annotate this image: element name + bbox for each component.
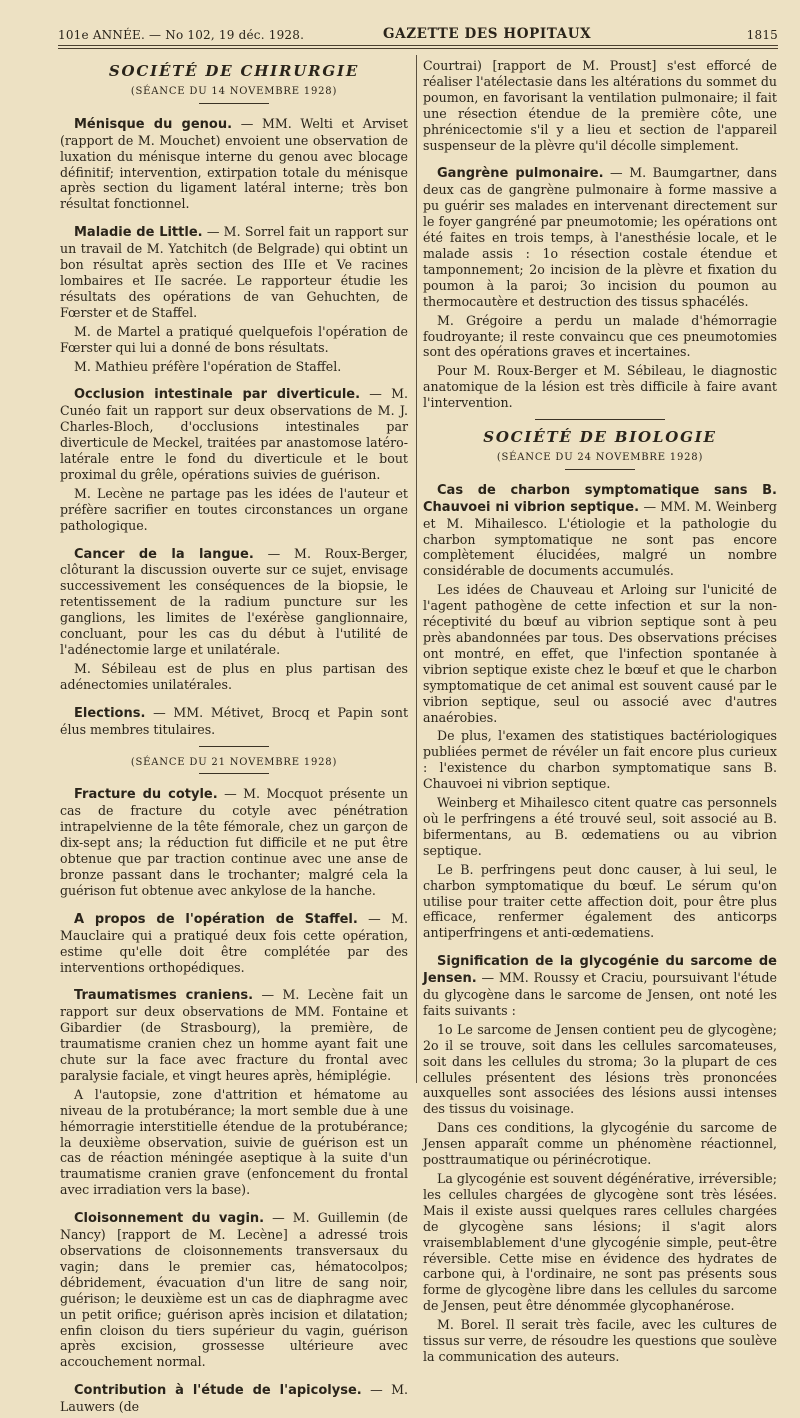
column-divider	[416, 55, 417, 1083]
society-title-biologie: SOCIÉTÉ DE BIOLOGIE	[483, 428, 717, 447]
paragraph: Cloisonnement du vagin. — M. Guillemin (de Nancy) [rapport de M. Lecène] a adressé trois observations de cloisonnements transversaux du vagin; dans le premier cas, hématocolpos; débridement, évacuation d'un litre de sang noir, guérison; le deuxième est un cas de diaphragme avec un petit orifice; guérison après incision et dilatation; enfin cloison du tiers supérieur du vagin, guérison après excision, grossesse ultérieure avec accouchement normal.	[60, 1210, 408, 1370]
article-heading: Elections.	[74, 705, 146, 721]
paragraph: Pour M. Roux-Berger et M. Sébileau, le diagnostic anatomique de la lésion est très difficile à faire avant l'intervention.	[423, 363, 777, 411]
paragraph: Gangrène pulmonaire. — M. Baumgartner, dans deux cas de gangrène pulmonaire à forme massive a pu guérir ses malades en intervenant directement sur le foyer gangréné par pneumotomie; les opérations ont été faites en trois temps, à l'anesthésie locale, et le malade assis : 1o résection costale étendue et tamponnement; 2o incision de la plèvre et fixation du poumon à la paroi; 3o incision du poumon au thermocautère et destruction des tissus sphacélés.	[423, 165, 777, 309]
paragraph: Occlusion intestinale par diverticule. — M. Cunéo fait un rapport sur deux observations de M. J. Charles-Bloch, d'occlusions intestinales par diverticule de Meckel, traitées par anastomose latéro-latérale entre le fond du diverticule et le bout proximal du grêle, opérations suivies de guérison.	[60, 386, 408, 482]
section-rule	[565, 469, 635, 470]
right-column	[423, 58, 777, 1368]
article-list	[60, 116, 408, 738]
society-title-chirurgie: SOCIÉTÉ DE CHIRURGIE	[108, 62, 360, 80]
section-rule	[199, 103, 269, 104]
article-heading: Contribution à l'étude de l'apicolyse.	[74, 1383, 362, 1399]
header-rule	[58, 45, 778, 46]
article-heading: Cancer de la langue.	[74, 546, 254, 562]
paragraph: Dans ces conditions, la glycogénie du sarcome de Jensen apparaît comme un phénomène réactionnel, posttraumatique ou périnécrotique.	[423, 1120, 777, 1168]
header-rule-double	[58, 48, 778, 49]
paragraph: M. Borel. Il serait très facile, avec les cultures de tissus sur verre, de résoudre les questions que soulève la communication des auteurs.	[423, 1317, 777, 1364]
article-heading: Traumatismes craniens.	[74, 988, 254, 1004]
paragraph: M. Lecène ne partage pas les idées de l'auteur et préfère sacrifier en toutes circonstances un organe pathologique.	[60, 485, 408, 533]
seance-date: (SÉANCE DU 14 NOVEMBRE 1928)	[130, 85, 338, 97]
paragraph: Elections. — MM. Métivet, Brocq et Papin sont élus membres titulaires.	[60, 704, 408, 737]
article-heading: Occlusion intestinale par diverticule.	[74, 387, 361, 403]
paragraph: Traumatismes craniens. — M. Lecène fait un rapport sur deux observations de MM. Fontaine et Gibardier (de Strasbourg), la première, de traumatisme cranien chez un homme ayant fait une chute sur la face avec fracture du frontal avec paralysie faciale, et vingt heures après, hémiplégie.	[60, 987, 408, 1083]
article-heading: Cloisonnement du vagin.	[74, 1211, 265, 1227]
article-list	[60, 786, 408, 1415]
paragraph: M. Sébileau est de plus en plus partisan des adénectomies unilatérales.	[60, 660, 408, 692]
section-rule	[535, 419, 665, 420]
paragraph: A l'autopsie, zone d'attrition et hématome au niveau de la protubérance; la mort semble due à une hémorragie interstitielle étendue de la protubérance; la deuxième observation, suivie de guérison est un cas de réaction méningée aseptique à la suite d'un traumatisme cranien grave (enfoncement du frontal avec irradiation vers la base).	[60, 1086, 408, 1198]
paragraph: Le B. perfringens peut donc causer, à lui seul, le charbon symptomatique du bœuf. Le sérum qu'on utilise pour traiter cette affection doit, pour être plus efficace, renfermer également des anticorps antiperfringens et anti-œdematiens.	[423, 861, 777, 941]
page-header	[58, 20, 778, 42]
seance-date: (SÉANCE DU 21 NOVEMBRE 1928)	[130, 756, 338, 768]
paragraph: Maladie de Little. — M. Sorrel fait un rapport sur un travail de M. Yatchitch (de Belgrade) qui obtint un bon résultat après section des IIIe et Ve racines lombaires et IIe sacrée. Le rapporteur étudie les résultats des opérations de van Gehuchten, de Fœrster et de Staffel.	[60, 224, 408, 320]
paragraph: M. de Martel a pratiqué quelquefois l'opération de Fœrster qui lui a donné de bons résultats.	[60, 323, 408, 355]
paragraph: Courtrai) [rapport de M. Proust] s'est efforcé de réaliser l'atélectasie dans les altérations du sommet du poumon, en favorisant la ventilation pulmonaire; il fait une résection étendue de la première côte, une phrénicectomie s'il y a lieu et section de l'appareil suspenseur de la plèvre qu'il décolle simplement.	[423, 58, 777, 153]
article-heading: Fracture du cotyle.	[74, 787, 218, 803]
paragraph: Contribution à l'étude de l'apicolyse. — M. Lauwers (de	[60, 1382, 408, 1415]
issue-info: 101e ANNÉE. — No 102, 19 déc. 1928.	[58, 28, 305, 42]
article-heading: Signification de la glycogénie du sarcome de Jensen.	[423, 954, 777, 987]
journal-title: GAZETTE DES HOPITAUX	[383, 26, 592, 42]
paragraph: A propos de l'opération de Staffel. — M. Mauclaire qui a pratiqué deux fois cette opération, estime qu'elle doit être complétée par des interventions orthopédiques.	[60, 910, 409, 975]
paragraph: 1o Le sarcome de Jensen contient peu de glycogène; 2o il se trouve, soit dans les cellules sarcomateuses, soit dans les cellules du stroma; 3o la plupart de ces cellules présentent des lésions très prononcées auxquelles sont associées des lésions aussi intenses des tissus du voisinage.	[423, 1021, 777, 1117]
section-rule	[199, 746, 269, 747]
section-rule	[199, 773, 269, 774]
paragraph: Ménisque du genou. — MM. Welti et Arviset (rapport de M. Mouchet) envoient une observation de luxation du ménisque interne du genou avec blocage définitif; intervention, extirpation totale du ménisque après section du ligament latéral interne; très bon résultat fonctionnel.	[60, 115, 408, 212]
paragraph: Weinberg et Mihailesco citent quatre cas personnels où le perfringens a été trouvé seul, soit associé au B. bifermentans, au B. œdematiens ou au vibrion septique.	[423, 795, 777, 858]
paragraph: Fracture du cotyle. — M. Mocquot présente un cas de fracture du cotyle avec pénétration intrapelvienne de la tête fémorale, chez un garçon de dix-sept ans; la réduction fut difficile et ne put être obtenue que par traction continue avec une anse de bronze passant dans le trochanter; malgré cela la guérison fut obtenue avec ankylose de la hanche.	[60, 786, 408, 898]
paragraph: Cas de charbon symptomatique sans B. Chauvoei ni vibrion septique. — MM. M. Weinberg et M. Mihailesco. L'étiologie et la pathologie du charbon symptomatique ne sont pas encore complètement élucidées, malgré un nombre considérable de documents accumulés.	[423, 482, 777, 579]
paragraph: M. Mathieu préfère l'opération de Staffel.	[74, 358, 342, 374]
article-heading: Maladie de Little.	[74, 225, 203, 241]
article-heading: Ménisque du genou.	[74, 116, 233, 132]
paragraph: Les idées de Chauveau et Arloing sur l'unicité de l'agent pathogène de cette infection et sur la non-réceptivité du bœuf au vibrion septique sont à peu près abandonnées par tous. Des observations précises ont montré, en effet, que l'infection spontanée à vibrion septique existe chez le bœuf et que le charbon symptomatique de cet animal est souvent causé par le vibrion septique, seul ou associé avec d'autres anaérobies.	[423, 582, 777, 725]
paragraph: Cancer de la langue. — M. Roux-Berger, clôturant la discussion ouverte sur ce sujet, envisage successivement les conséquences de la biopsie, le retentissement de la radium puncture sur les ganglions, les limites de l'exérèse ganglionnaire, concluant, pour les cas du début à l'utilité de l'adénectomie large et unilatérale.	[60, 545, 408, 657]
article-heading: A propos de l'opération de Staffel.	[74, 911, 358, 927]
paragraph: Signification de la glycogénie du sarcome de Jensen. — MM. Roussy et Craciu, poursuivant l'étude du glycogène dans le sarcome de Jensen, ont noté les faits suivants :	[423, 954, 777, 1018]
seance-date: (SÉANCE DU 24 NOVEMBRE 1928)	[496, 451, 704, 463]
article-heading: Cas de charbon symptomatique sans B. Chauvoei ni vibrion septique.	[423, 482, 777, 515]
paragraph: La glycogénie est souvent dégénérative, irréversible; les cellules chargées de glycogène sont très lésées. Mais il existe aussi quelques rares cellules chargées de glycogène sans lésions; il s'agit alors vraisemblablement d'une glycogénie simple, peut-être réversible. Cette mise en évidence des hydrates de carbone qui, à l'ordinaire, ne sont pas présents sous forme de glycogène libre dans les cellules du sarcome de Jensen, peut être dénommée glycophanérose.	[423, 1171, 777, 1314]
page-number: 1815	[746, 28, 778, 42]
paragraph: De plus, l'examen des statistiques bactériologiques publiées permet de révéler un fait encore plus curieux : l'existence du charbon symptomatique sans B. Chauvoei ni vibrion septique.	[423, 728, 777, 792]
left-column	[60, 58, 408, 1418]
article-heading: Gangrène pulmonaire.	[437, 166, 604, 182]
paragraph: M. Grégoire a perdu un malade d'hémorragie foudroyante; il reste convaincu que ces pneumotomies sont des opérations graves et incertaines.	[423, 312, 777, 360]
